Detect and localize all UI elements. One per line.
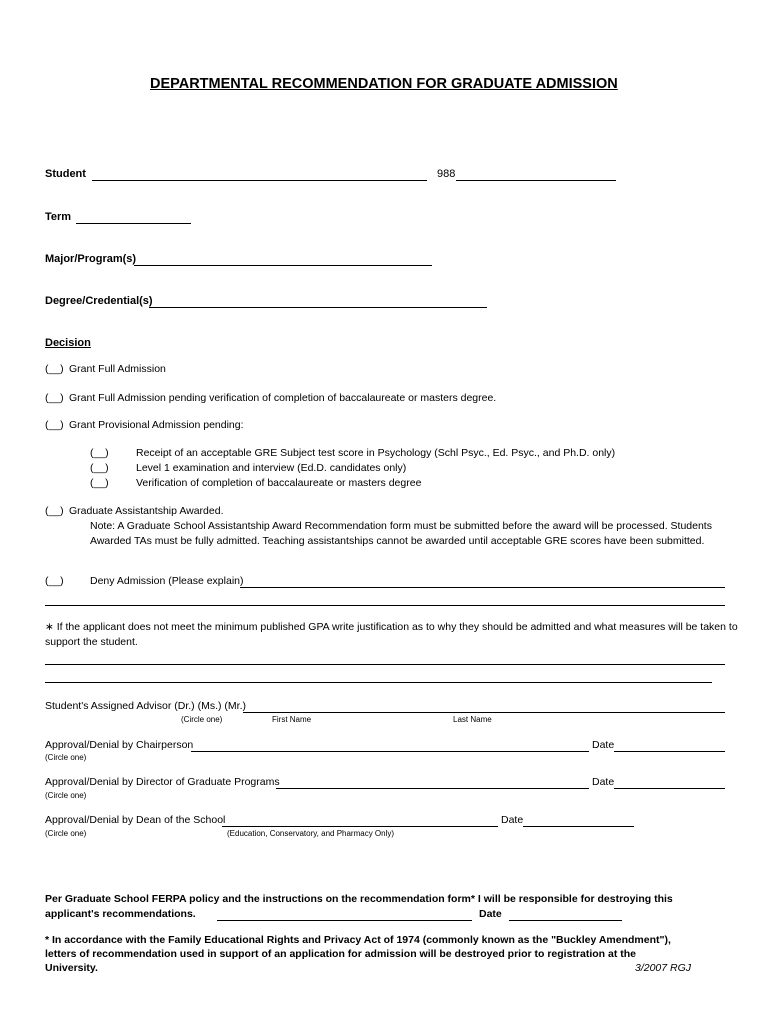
checkbox-full-admission[interactable]: (__) [45,363,64,375]
chair-date-field[interactable] [614,751,725,752]
deny-explain-field[interactable] [240,587,725,588]
ferpa-statement-line1: Per Graduate School FERPA policy and the instructions on the recommendation form* I will be responsible for destroying this [45,893,673,905]
gpa-note-line2: support the student. [45,636,138,648]
asterisk-icon: ∗ [45,621,54,633]
advisor-name-field[interactable] [243,712,725,713]
gpa-justification-field-2[interactable] [45,682,712,683]
option-assistantship: Graduate Assistantship Awarded. [69,505,224,517]
id-prefix: 988 [437,168,456,180]
director-date-label: Date [592,776,615,788]
ferpa-date-field[interactable] [509,920,622,921]
sub-option-degree-verification: Verification of completion of baccalaureate or masters degree [136,477,422,489]
checkbox-full-admission-pending[interactable]: (__) [45,392,64,404]
assistantship-note-line2: Awarded TAs must be fully admitted. Teaching assistantships cannot be awarded until acceptable GRE scores have been submitted. [90,535,705,547]
checkbox-gre-subject[interactable]: (__) [90,447,109,459]
degree-label: Degree/Credential(s) [45,295,153,307]
student-label: Student [45,168,86,180]
major-field[interactable] [134,265,432,266]
director-signature-field[interactable] [276,788,589,789]
student-id-field[interactable] [456,180,616,181]
chair-circle-one: (Circle one) [45,753,87,762]
term-field[interactable] [76,223,191,224]
advisor-label: Student's Assigned Advisor (Dr.) (Ms.) (Mr.) [45,700,246,712]
gpa-note-line1: ∗ If the applicant does not meet the minimum published GPA write justification as to why they should be admitted and what measures will be taken to [45,621,738,633]
dean-school-note: (Education, Conservatory, and Pharmacy Only) [227,829,395,838]
term-label: Term [45,211,72,223]
dean-date-field[interactable] [523,826,634,827]
option-deny-admission: Deny Admission (Please explain) [90,575,244,587]
ferpa-statement-line2: applicant's recommendations. [45,908,196,920]
chair-signature-field[interactable] [191,751,589,752]
option-full-admission-pending: Grant Full Admission pending verification of completion of baccalaureate or masters degree. [69,392,497,404]
dean-circle-one: (Circle one) [45,829,87,838]
dean-approval-label: Approval/Denial by Dean of the School [45,814,226,826]
checkbox-level1-exam[interactable]: (__) [90,462,109,474]
checkbox-assistantship[interactable]: (__) [45,505,64,517]
option-full-admission: Grant Full Admission [69,363,166,375]
decision-heading: Decision [45,337,91,349]
form-version: 3/2007 RGJ [635,962,692,974]
chair-date-label: Date [592,739,615,751]
checkbox-degree-verification[interactable]: (__) [90,477,109,489]
checkbox-provisional-admission[interactable]: (__) [45,419,64,431]
ferpa-signature-field[interactable] [217,920,472,921]
buckley-note-line2: letters of recommendation used in support of an application for admission will be destroyed prior to registration at the [45,948,636,960]
dean-signature-field[interactable] [222,826,498,827]
buckley-note-line1: * In accordance with the Family Educational Rights and Privacy Act of 1974 (commonly known as the "Buckley Amendment"), [45,934,671,946]
assistantship-note-line1: Note: A Graduate School Assistantship Award Recommendation form must be submitted before the award will be processed. Students [90,520,712,532]
student-name-field[interactable] [92,180,427,181]
sub-option-level1-exam: Level 1 examination and interview (Ed.D. candidates only) [136,462,407,474]
director-approval-label: Approval/Denial by Director of Graduate Programs [45,776,280,788]
director-circle-one: (Circle one) [45,791,87,800]
ferpa-date-label: Date [479,908,502,920]
sub-option-gre-subject: Receipt of an acceptable GRE Subject test score in Psychology (Schl Psyc., Ed. Psyc., and Ph.D. only) [136,447,616,459]
gpa-justification-field-1[interactable] [45,664,725,665]
advisor-last-name-label: Last Name [453,715,492,724]
advisor-first-name-label: First Name [272,715,312,724]
director-date-field[interactable] [614,788,725,789]
degree-field[interactable] [149,307,487,308]
major-label: Major/Program(s) [45,253,137,265]
advisor-circle-one: (Circle one) [181,715,223,724]
buckley-note-line3: University. [45,962,98,974]
option-provisional-admission: Grant Provisional Admission pending: [69,419,244,431]
chair-approval-label: Approval/Denial by Chairperson [45,739,194,751]
checkbox-deny-admission[interactable]: (__) [45,575,64,587]
deny-explain-field-line2[interactable] [45,605,725,606]
form-title: DEPARTMENTAL RECOMMENDATION FOR GRADUATE ADMISSION [150,76,618,92]
dean-date-label: Date [501,814,524,826]
